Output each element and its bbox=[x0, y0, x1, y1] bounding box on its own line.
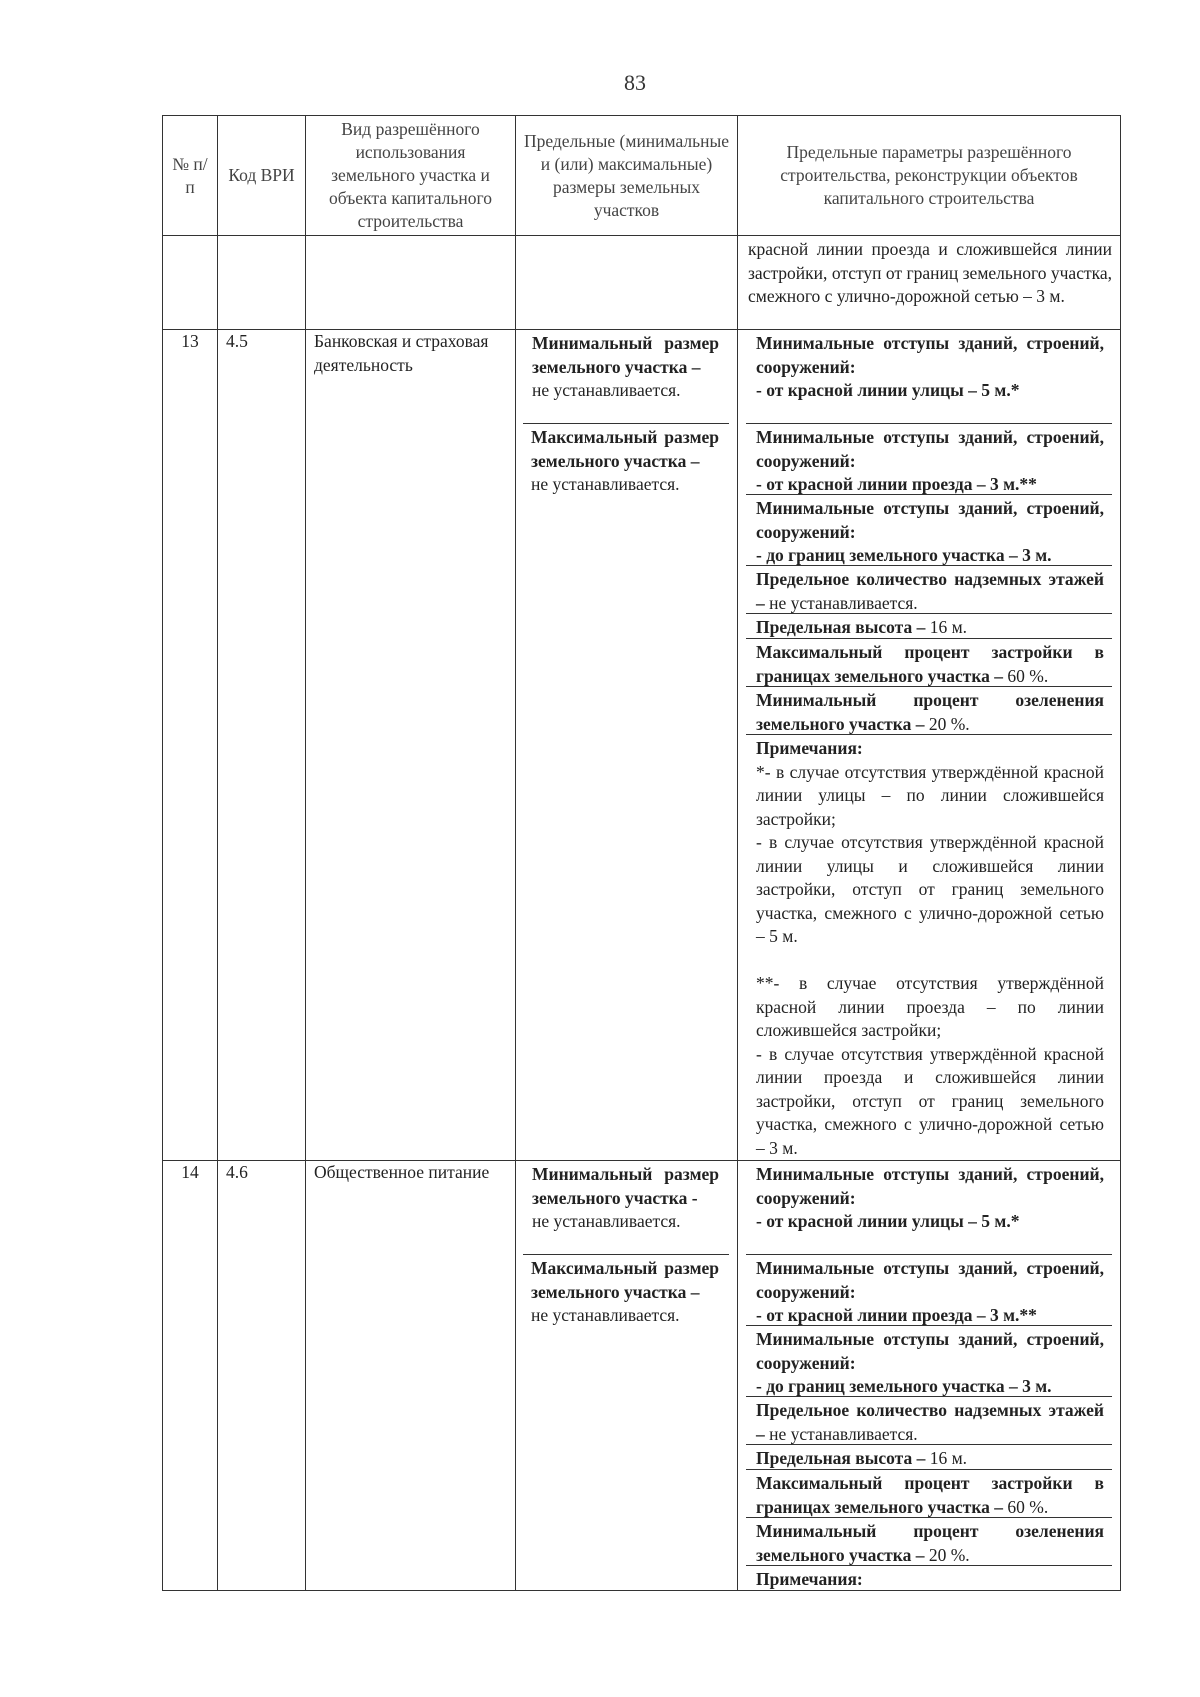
header-size: Предельные (минимальные и (или) максимальные) размеры земельных участков bbox=[516, 116, 738, 236]
param-value: 20 %. bbox=[924, 1544, 970, 1565]
note-text: **- в случае отсутствия утверждённой красной линии проезда – по линии сложившейся застройки; bbox=[756, 973, 1104, 1040]
param-notes bbox=[746, 1566, 1112, 1590]
param-notes bbox=[746, 735, 1112, 1160]
param-offset-boundary bbox=[746, 1326, 1112, 1397]
table-row-13 bbox=[163, 330, 1121, 1161]
row-code: 4.5 bbox=[218, 330, 306, 1161]
header-code: Код ВРИ bbox=[218, 116, 306, 236]
param-label: Минимальные отступы зданий, строений, сооружений: bbox=[756, 498, 1104, 542]
max-size-cell bbox=[523, 1254, 729, 1328]
param-value: - до границ земельного участка – 3 м. bbox=[756, 545, 1052, 565]
param-value: - от красной линии проезда – 3 м.** bbox=[756, 1305, 1037, 1325]
notes-title: Примечания: bbox=[756, 1569, 863, 1589]
param-label: Минимальные отступы зданий, строений, сооружений: bbox=[756, 1164, 1104, 1208]
row-params bbox=[738, 330, 1121, 1161]
min-size-cell bbox=[524, 330, 729, 423]
header-row bbox=[163, 116, 1121, 236]
row-sizes bbox=[516, 1161, 738, 1591]
table-row-14 bbox=[163, 1161, 1121, 1591]
note-text: - в случае отсутствия утверждённой красной линии проезда и сложившейся линии застройки, отступ от границ земельного участка, смежного с улично-дорожной сетью – 3 м. bbox=[756, 1043, 1104, 1158]
min-size-value: не устанавливается. bbox=[532, 1211, 681, 1231]
note-text: - в случае отсутствия утверждённой красной линии улицы и сложившейся линии застройки, отступ от границ земельного участка, смежного с улично-дорожной сетью – 5 м. bbox=[756, 832, 1104, 946]
max-size-cell bbox=[523, 423, 729, 497]
continuation-text: красной линии проезда и сложившейся линии застройки, отступ от границ земельного участка, смежного с улично-дорожной сетью – 3 м. bbox=[738, 236, 1121, 330]
param-value: - от красной линии проезда – 3 м.** bbox=[756, 474, 1037, 494]
param-label: Минимальный процент озеленения земельного участка – bbox=[756, 1521, 1104, 1565]
row-kind: Общественное питание bbox=[306, 1161, 516, 1591]
param-value: - от красной линии улицы – 5 м.* bbox=[756, 380, 1020, 400]
param-label: Минимальные отступы зданий, строений, сооружений: bbox=[756, 1329, 1104, 1373]
param-greening bbox=[746, 1518, 1112, 1566]
page-number: 83 bbox=[624, 70, 646, 95]
param-value: 60 %. bbox=[1003, 1496, 1049, 1517]
param-label: Минимальные отступы зданий, строений, сооружений: bbox=[756, 333, 1104, 377]
row-params bbox=[738, 1161, 1121, 1591]
param-floors bbox=[746, 566, 1112, 614]
param-label: Предельная высота – bbox=[756, 1448, 926, 1468]
param-coverage bbox=[746, 639, 1112, 687]
note-text: *- в случае отсутствия утверждённой красной линии улицы – по линии сложившейся застройки; bbox=[756, 761, 1104, 829]
param-height bbox=[746, 614, 1112, 639]
param-label: Предельное количество надземных этажей – bbox=[756, 569, 1104, 613]
header-params: Предельные параметры разрешённого строительства, реконструкции объектов капитального строительства bbox=[738, 116, 1121, 236]
param-value: - до границ земельного участка – 3 м. bbox=[756, 1376, 1052, 1396]
max-size-value: не устанавливается. bbox=[531, 474, 680, 494]
max-size-label: Максимальный размер земельного участка – bbox=[531, 1258, 719, 1302]
param-value: 16 м. bbox=[925, 617, 968, 637]
param-value: 60 %. bbox=[1003, 665, 1049, 686]
row-code: 4.6 bbox=[218, 1161, 306, 1591]
param-label: Предельная высота – bbox=[756, 617, 926, 637]
header-num: № п/п bbox=[163, 116, 218, 236]
param-height bbox=[746, 1445, 1112, 1470]
row-num: 14 bbox=[163, 1161, 218, 1591]
min-size-label: Минимальный размер земельного участка - bbox=[532, 1164, 719, 1208]
min-size-label: Минимальный размер земельного участка – bbox=[532, 333, 719, 377]
param-offset-street bbox=[746, 330, 1112, 424]
table-row-continuation bbox=[163, 236, 1121, 330]
param-offset-street bbox=[746, 1161, 1112, 1255]
param-value: не устанавливается. bbox=[764, 592, 918, 613]
max-size-label: Максимальный размер земельного участка – bbox=[531, 427, 719, 471]
param-label: Максимальный процент застройки в границах земельного участка – bbox=[756, 642, 1104, 686]
param-offset-boundary bbox=[746, 495, 1112, 566]
param-value: 16 м. bbox=[925, 1448, 968, 1468]
param-label: Минимальный процент озеленения земельного участка – bbox=[756, 690, 1104, 734]
min-size-cell bbox=[524, 1161, 729, 1254]
max-size-value: не устанавливается. bbox=[531, 1305, 680, 1325]
param-offset-passage bbox=[746, 1255, 1112, 1326]
regulations-table bbox=[162, 115, 1121, 1591]
header-kind: Вид разрешённого использования земельного участка и объекта капитального строительства bbox=[306, 116, 516, 236]
param-coverage bbox=[746, 1470, 1112, 1518]
param-floors bbox=[746, 1397, 1112, 1445]
notes-title: Примечания: bbox=[756, 738, 863, 758]
row-kind: Банковская и страховая деятельность bbox=[306, 330, 516, 1161]
row-sizes bbox=[516, 330, 738, 1161]
param-value: 20 %. bbox=[924, 713, 970, 734]
param-greening bbox=[746, 687, 1112, 735]
param-value: не устанавливается. bbox=[764, 1423, 918, 1444]
param-label: Предельное количество надземных этажей – bbox=[756, 1400, 1104, 1444]
param-label: Минимальные отступы зданий, строений, сооружений: bbox=[756, 1258, 1104, 1302]
row-num: 13 bbox=[163, 330, 218, 1161]
param-offset-passage bbox=[746, 424, 1112, 495]
param-value: - от красной линии улицы – 5 м.* bbox=[756, 1211, 1020, 1231]
min-size-value: не устанавливается. bbox=[532, 380, 681, 400]
param-label: Минимальные отступы зданий, строений, сооружений: bbox=[756, 427, 1104, 471]
param-label: Максимальный процент застройки в границах земельного участка – bbox=[756, 1473, 1104, 1517]
